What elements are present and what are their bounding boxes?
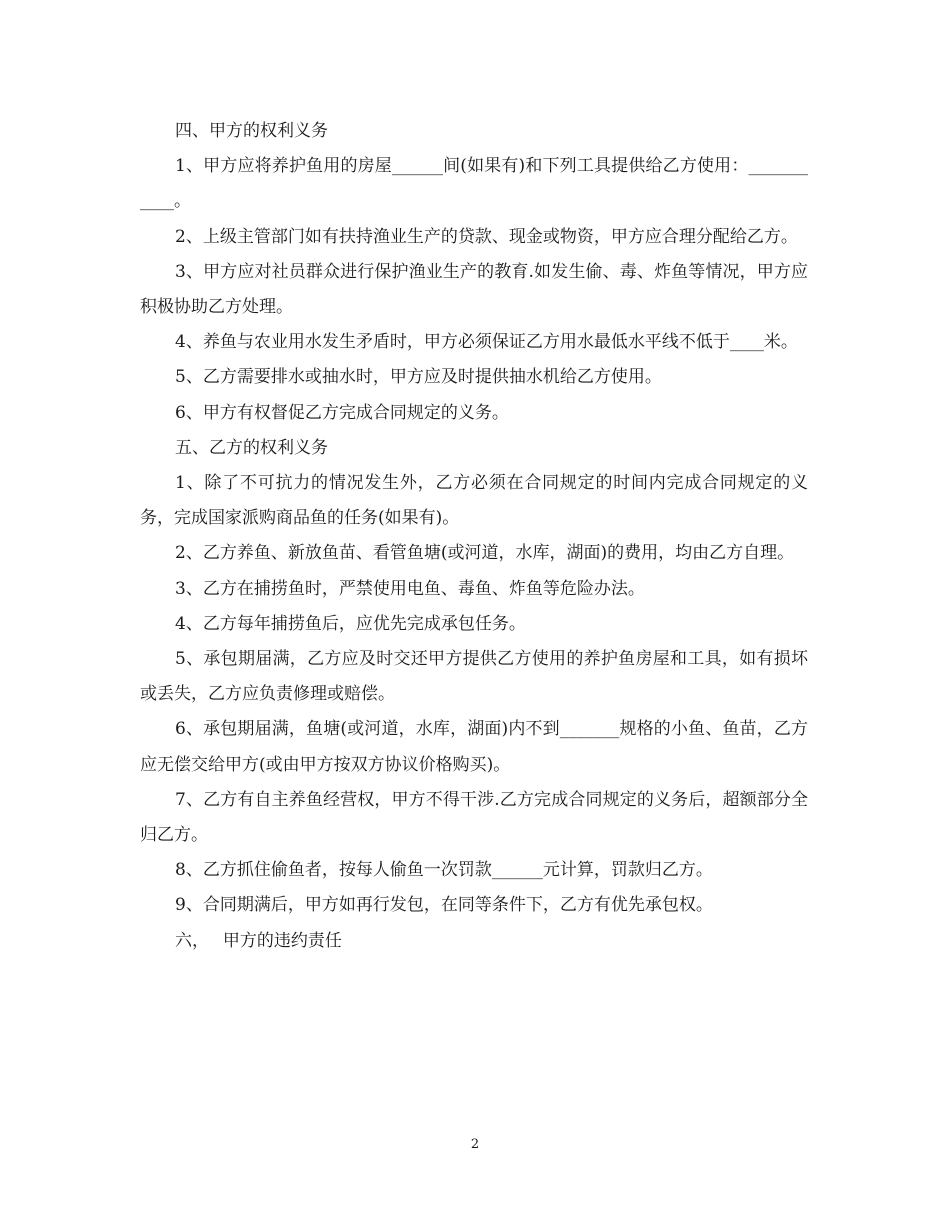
document-body xyxy=(140,114,808,959)
clause-4-1: 1、甲方应将养护鱼用的房屋______间(如果有)和下列工具提供给乙方使用：___________。 xyxy=(140,156,808,212)
clause-5-3: 3、乙方在捕捞鱼时，严禁使用电鱼、毒鱼、炸鱼等危险办法。 xyxy=(175,578,645,599)
clause-5-4: 4、乙方每年捕捞鱼后，应优先完成承包任务。 xyxy=(175,613,526,634)
clause-5-9: 9、合同期满后，甲方如再行发包，在同等条件下，乙方有优先承包权。 xyxy=(175,895,713,916)
clause-4-2: 2、上级主管部门如有扶持渔业生产的贷款、现金或物资，甲方应合理分配给乙方。 xyxy=(175,226,798,247)
clause-4-6: 6、甲方有权督促乙方完成合同规定的义务。 xyxy=(175,402,509,423)
clause-5-6: 6、承包期届满，鱼塘(或河道，水库，湖面)内不到_______规格的小鱼、鱼苗，乙方应无偿交给甲方(或由甲方按双方协议价格购买)。 xyxy=(140,719,808,775)
clause-4-4: 4、养鱼与农业用水发生矛盾时，甲方必须保证乙方用水最低水平线不低于____米。 xyxy=(175,332,798,353)
clause-5-1: 1、除了不可抗力的情况发生外，乙方必须在合同规定的时间内完成合同规定的义务，完成国家派购商品鱼的任务(如果有)。 xyxy=(140,473,808,529)
section-heading-6: 六， 甲方的违约责任 xyxy=(175,930,342,951)
clause-4-3: 3、甲方应对社员群众进行保护渔业生产的教育.如发生偷、毒、炸鱼等情况，甲方应积极协助乙方处理。 xyxy=(140,261,808,318)
section-heading-4: 四、甲方的权利义务 xyxy=(175,121,328,141)
clause-4-5: 5、乙方需要排水或抽水时，甲方应及时提供抽水机给乙方使用。 xyxy=(175,367,662,388)
clause-5-7: 7、乙方有自主养鱼经营权，甲方不得干涉.乙方完成合同规定的义务后，超额部分全归乙方。 xyxy=(140,789,808,846)
clause-5-8: 8、乙方抓住偷鱼者，按每人偷鱼一次罚款______元计算，罚款归乙方。 xyxy=(175,860,713,881)
page-number: 2 xyxy=(470,1137,480,1152)
section-heading-5: 五、乙方的权利义务 xyxy=(175,437,328,458)
clause-5-5: 5、承包期届满，乙方应及时交还甲方提供乙方使用的养护鱼房屋和工具，如有损坏或丢失，乙方应负责修理或赔偿。 xyxy=(140,649,808,705)
clause-5-2: 2、乙方养鱼、新放鱼苗、看管鱼塘(或河道，水库，湖面)的费用，均由乙方自理。 xyxy=(175,543,795,564)
